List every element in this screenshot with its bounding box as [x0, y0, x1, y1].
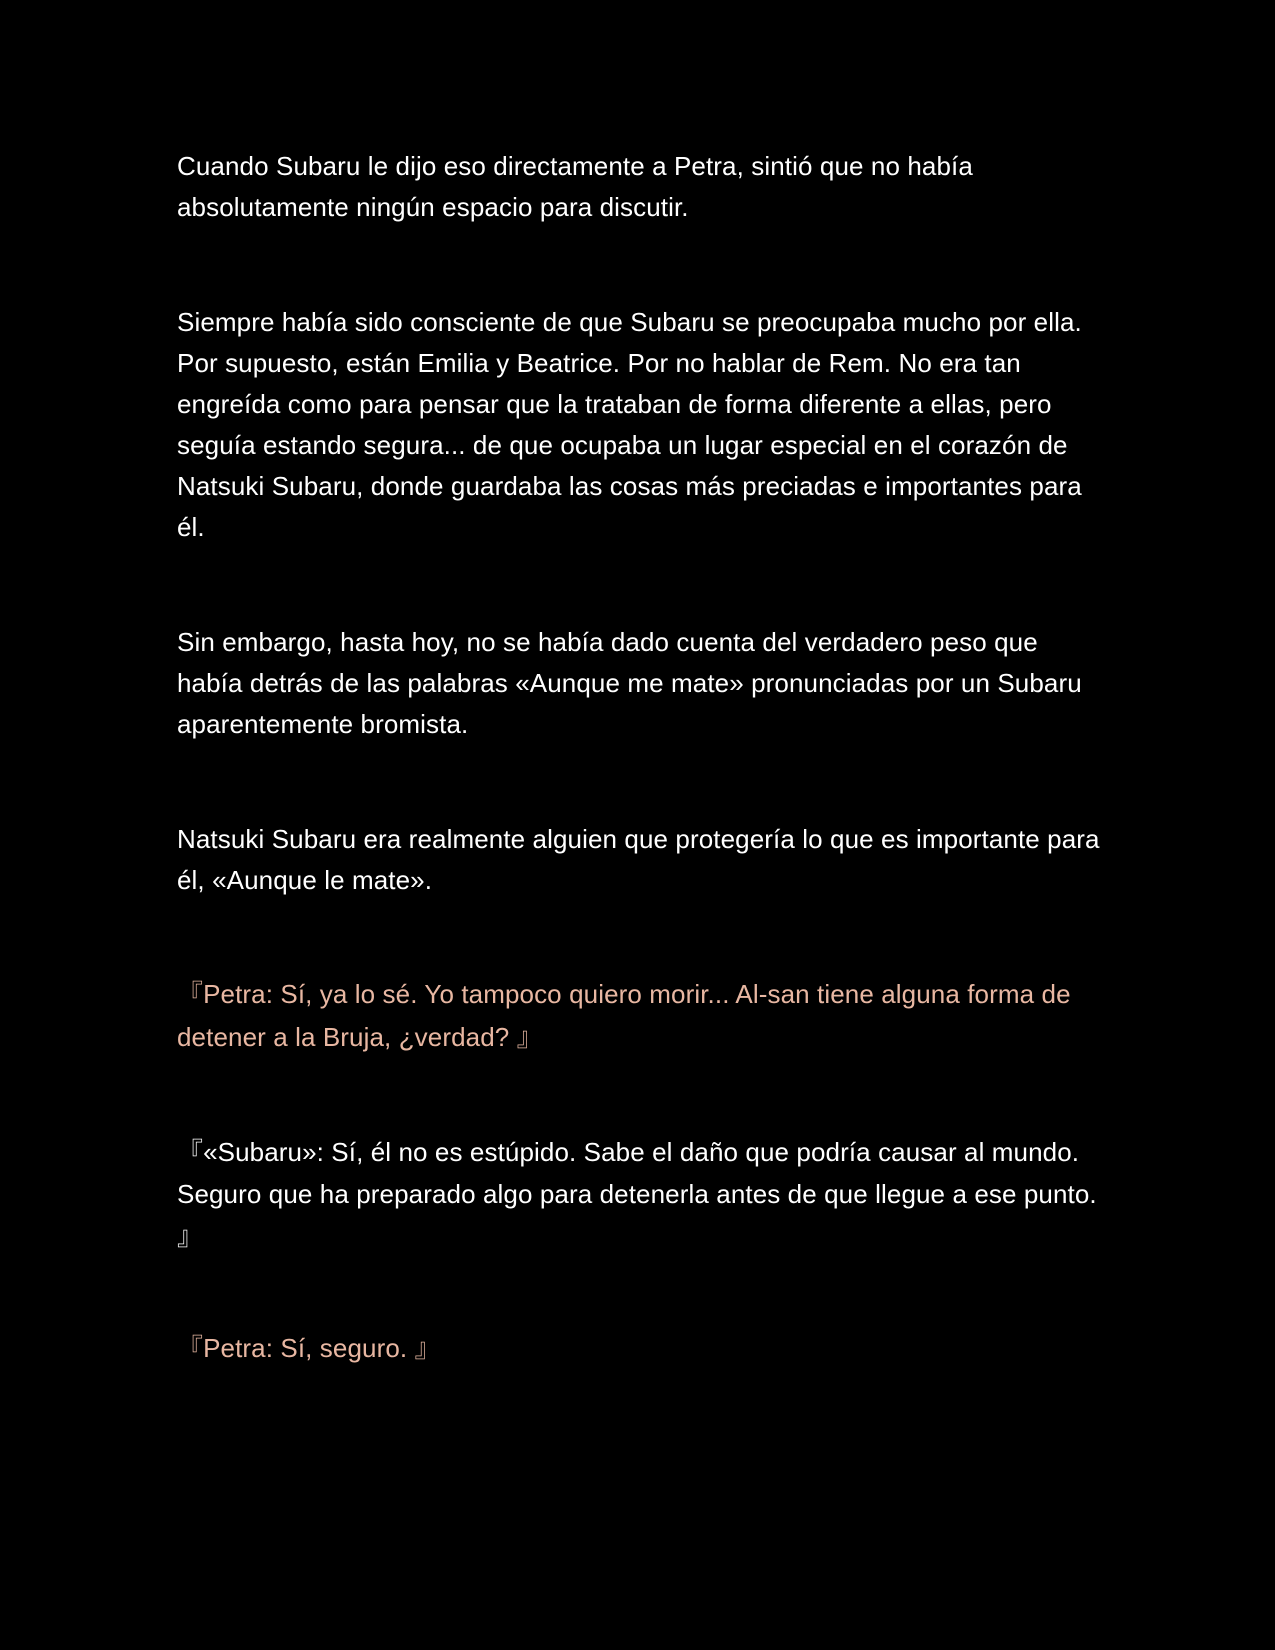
narration-paragraph: Natsuki Subaru era realmente alguien que protegería lo que es importante para él, «Aunque le mate». — [177, 824, 1100, 895]
petra-dialogue: 『Petra: Sí, seguro. 』 — [177, 1333, 441, 1363]
narration-paragraph: Cuando Subaru le dijo eso directamente a Petra, sintió que no había absolutamente ningún espacio para discutir. — [177, 151, 973, 222]
narration-paragraph: Siempre había sido consciente de que Subaru se preocupaba mucho por ella. Por supuesto, están Emilia y Beatrice. Por no hablar de Rem. No era tan engreída como para pensar que la trataban de forma diferente a ellas, pero seguía estando segura... de que ocupaba un lugar especial en el corazón de Natsuki Subaru, donde guardaba las cosas más preciadas e importantes para él. — [177, 307, 1082, 542]
petra-dialogue: 『Petra: Sí, ya lo sé. Yo tampoco quiero morir... Al-san tiene alguna forma de detener a la Bruja, ¿verdad? 』 — [177, 979, 1071, 1052]
text-column — [177, 146, 1107, 1370]
subaru-dialogue: 『«Subaru»: Sí, él no es estúpido. Sabe el daño que podría causar al mundo. Seguro que ha preparado algo para detenerla antes de que llegue a ese punto. 』 — [177, 1137, 1097, 1251]
narration-paragraph: Sin embargo, hasta hoy, no se había dado cuenta del verdadero peso que había detrás de las palabras «Aunque me mate» pronunciadas por un Subaru aparentemente bromista. — [177, 627, 1082, 739]
